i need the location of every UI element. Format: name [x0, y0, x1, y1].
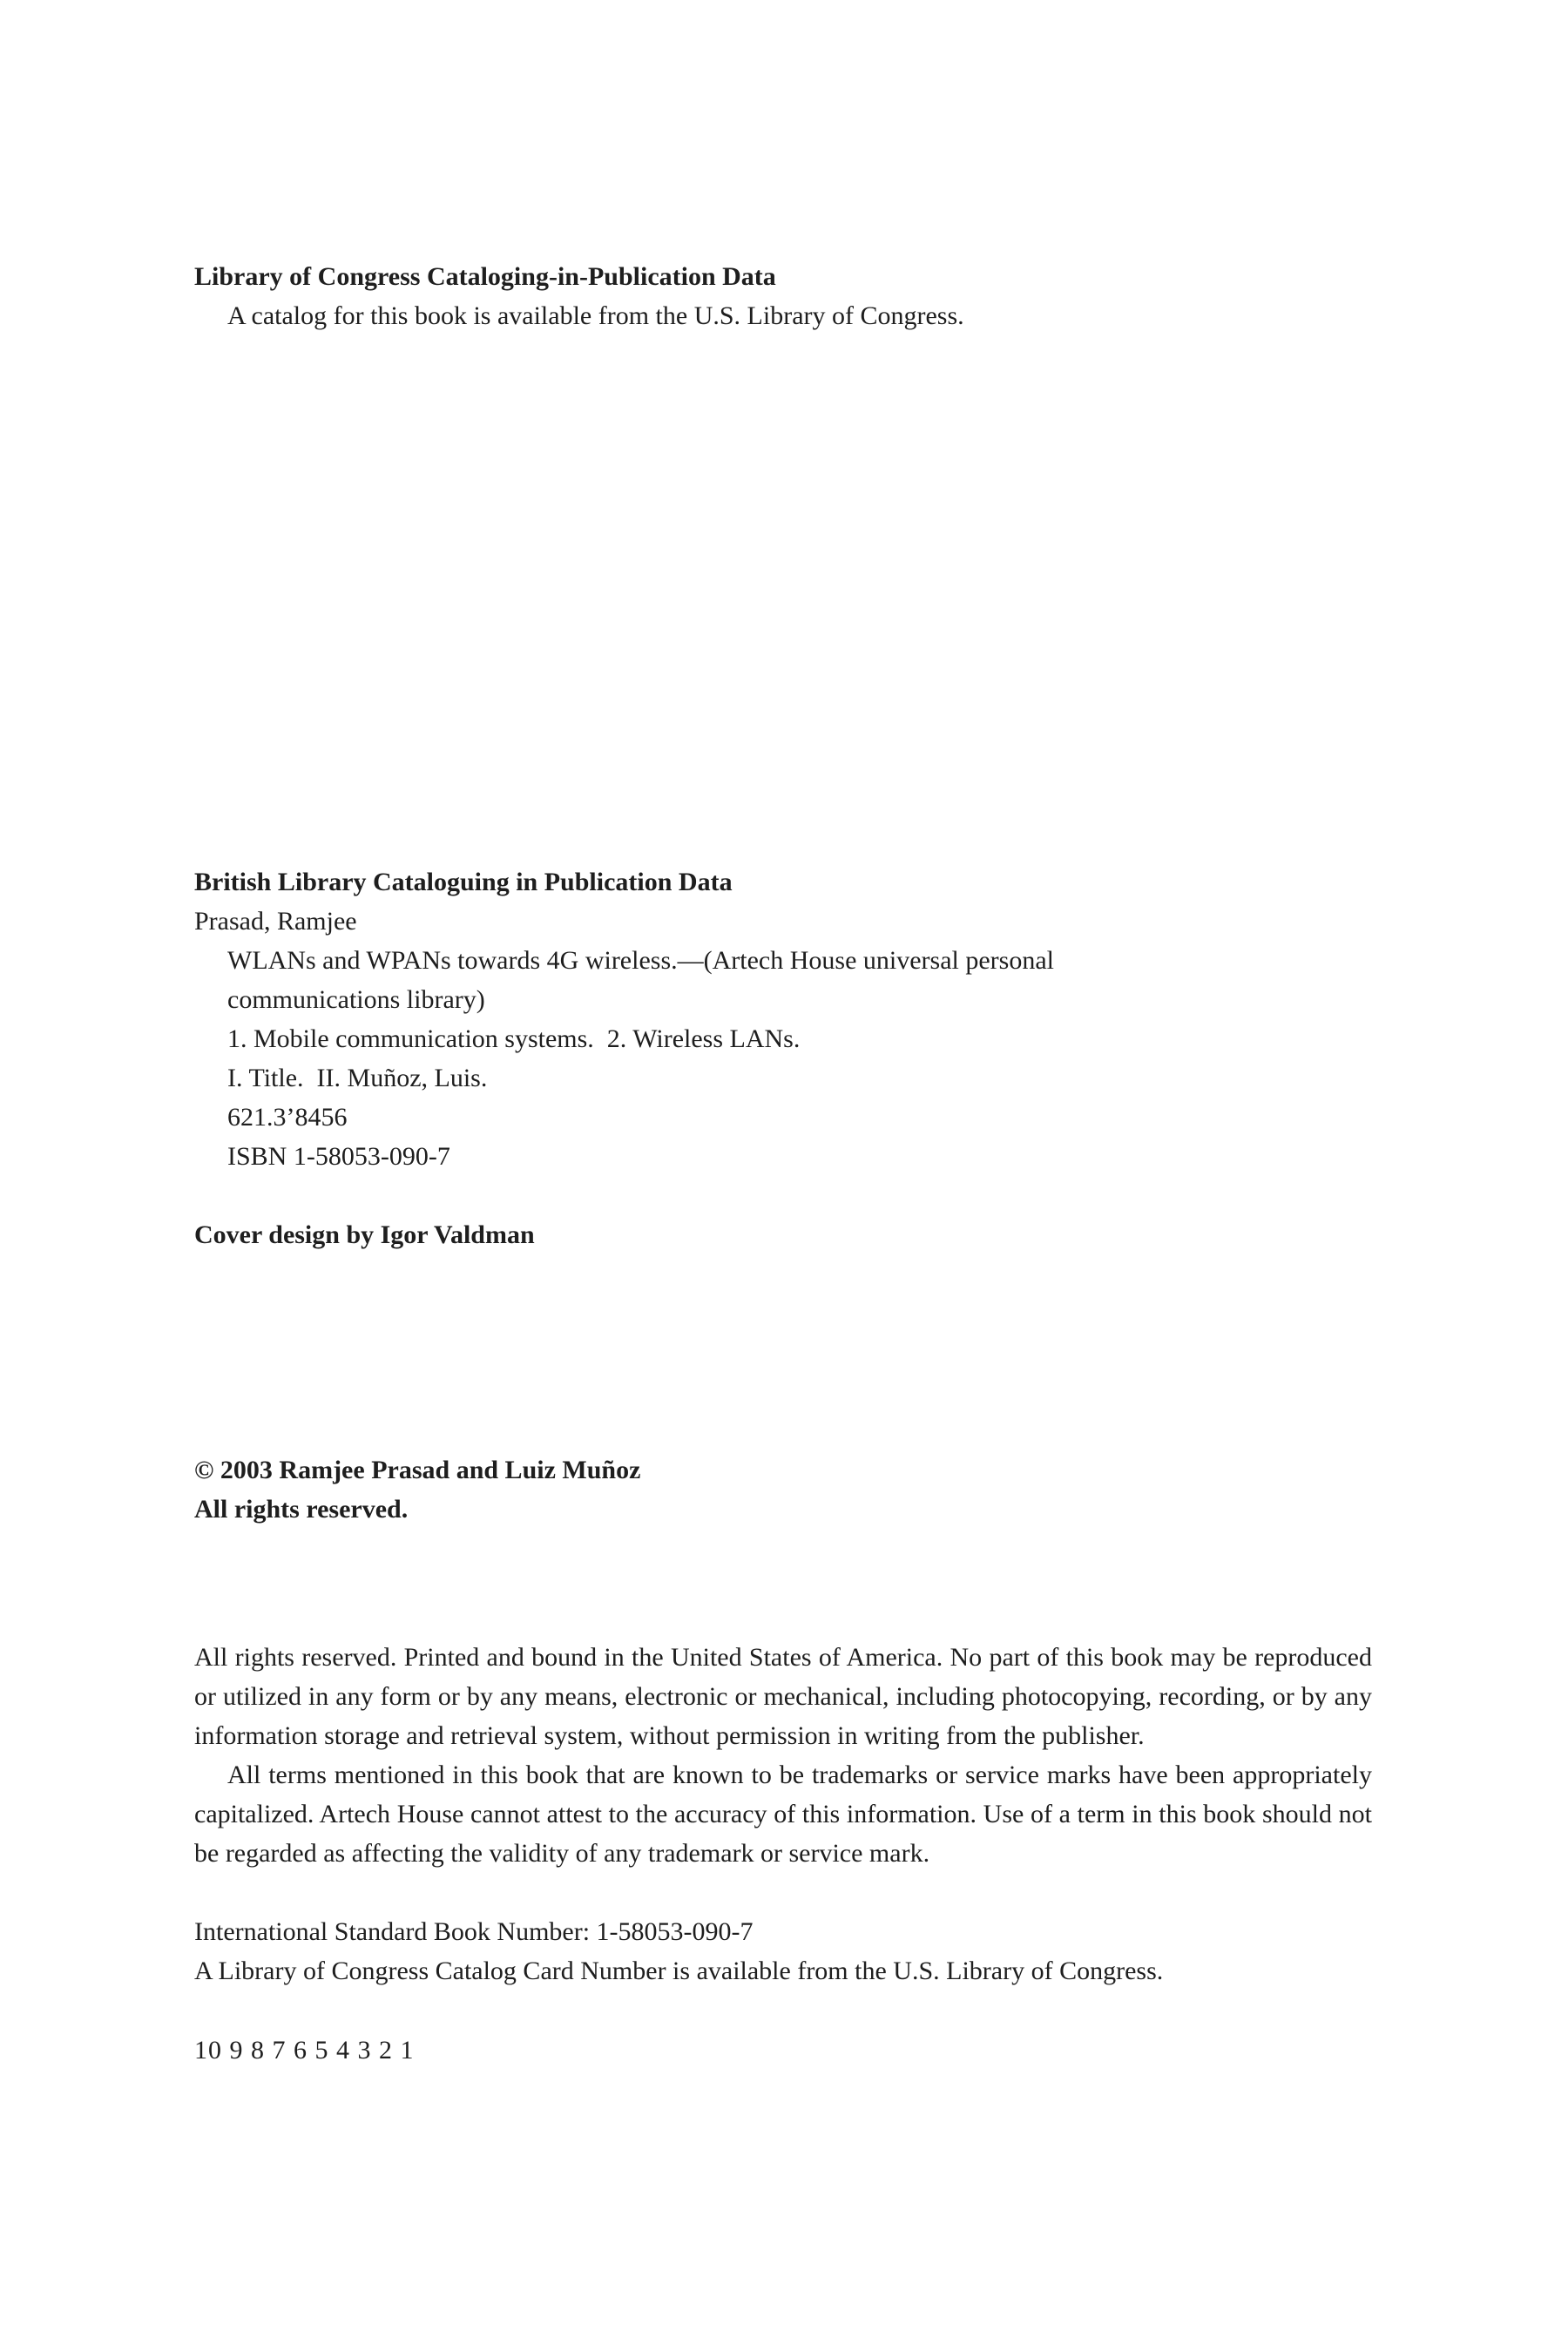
rights-paragraph: All rights reserved. Printed and bound in the United States of America. No part of this book may be reproduced or utilized in any form or by any means, electronic or mechanical, including photocopying, recording, or by any information storage and retrieval system, without permission in writing from the publisher. [194, 1643, 1372, 1750]
identifiers-section [194, 1912, 1372, 1990]
rights-reserved-line: All rights reserved. [194, 1495, 409, 1524]
trademark-paragraph: All terms mentioned in this book that are known to be trademarks or service marks have been appropriately capitalized. Artech House cannot attest to the accuracy of this information. Use of a term in this book should not be regarded as affecting the validity of any trademark or service mark. [194, 1761, 1372, 1868]
british-subjects-line: 1. Mobile communication systems. 2. Wireless LANs. [227, 1024, 801, 1053]
british-dewey-number: 621.3’8456 [227, 1103, 348, 1132]
loc-heading: Library of Congress Cataloging-in-Publication Data [194, 262, 776, 291]
loc-body: A catalog for this book is available from the U.S. Library of Congress. [227, 301, 964, 330]
loc-cataloging-section [194, 257, 1372, 335]
legal-notice-section [194, 1638, 1372, 1873]
copyright-section [194, 1450, 1372, 1529]
printing-number-section [194, 2031, 1372, 2070]
copyright-page [194, 0, 1372, 2070]
isbn-line: International Standard Book Number: 1-58053-090-7 [194, 1917, 754, 1946]
british-title-statement-line: I. Title. II. Muñoz, Luis. [227, 1064, 488, 1092]
loc-card-line: A Library of Congress Catalog Card Number is available from the U.S. Library of Congress. [194, 1957, 1164, 1985]
british-heading: British Library Cataloguing in Publication Data [194, 868, 733, 896]
cover-credit-section [194, 1215, 1372, 1254]
copyright-line: © 2003 Ramjee Prasad and Luiz Muñoz [194, 1456, 641, 1484]
british-series-line1: WLANs and WPANs towards 4G wireless.—(Artech House universal personal [227, 946, 1054, 975]
british-author-line: Prasad, Ramjee [194, 907, 357, 936]
cover-credit-line: Cover design by Igor Valdman [194, 1220, 535, 1249]
british-series-line2: communications library) [227, 985, 485, 1014]
british-isbn-line: ISBN 1-58053-090-7 [227, 1142, 450, 1171]
british-library-section [194, 862, 1372, 1176]
printing-number-line: 10 9 8 7 6 5 4 3 2 1 [194, 2036, 415, 2065]
